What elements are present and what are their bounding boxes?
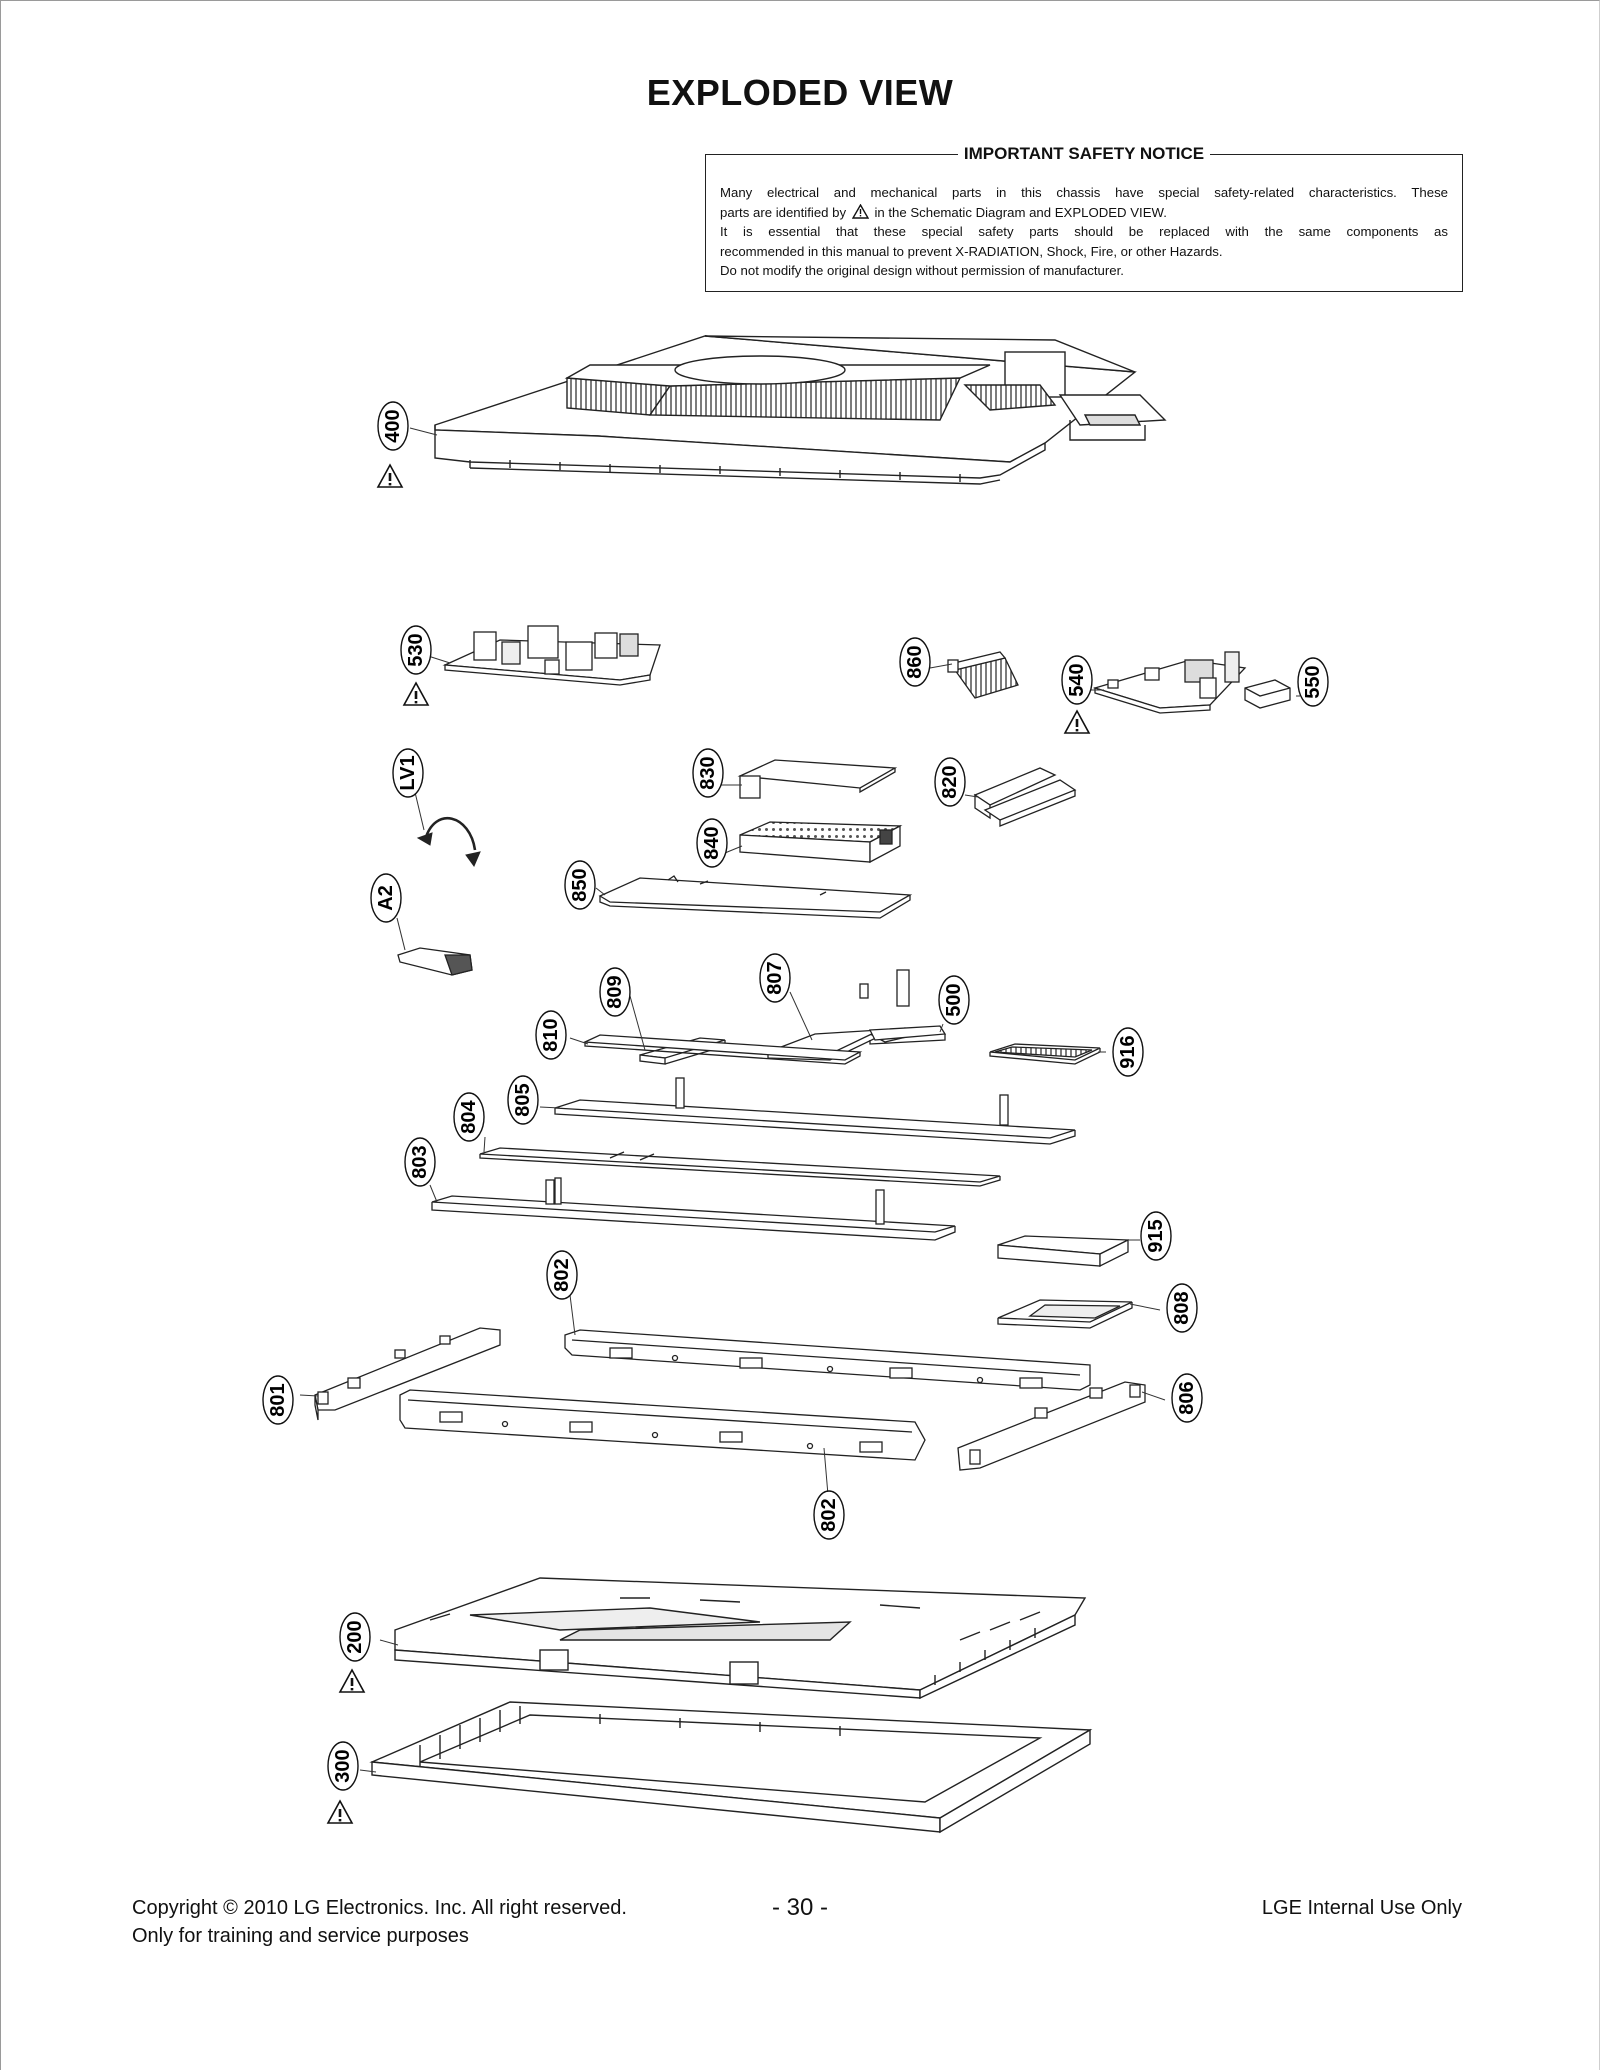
notice-line-2-end: in the Schematic Diagram and EXPLODED VIEW. <box>874 204 1167 220</box>
callout-809 <box>600 968 630 1016</box>
callout-809-label: 809 <box>604 975 626 1009</box>
page-title: EXPLODED VIEW <box>646 72 954 113</box>
callout-550-label: 550 <box>1302 665 1324 699</box>
callout-801-label: 801 <box>267 1383 289 1417</box>
callout-200 <box>340 1613 370 1661</box>
callout-830 <box>693 749 723 797</box>
part-803-rail <box>432 1178 955 1240</box>
footer-left <box>132 1894 627 1950</box>
part-802-upper-guide <box>565 1330 1090 1390</box>
callout-540 <box>1062 656 1092 704</box>
part-915-bracket <box>998 1236 1128 1266</box>
callout-820 <box>935 758 965 806</box>
notice-line-2-start: parts are identified by <box>720 204 847 220</box>
callout-806-label: 806 <box>1176 1381 1198 1415</box>
callout-807-label: 807 <box>764 961 786 995</box>
warning-triangle-icon <box>1065 711 1089 733</box>
callout-804 <box>454 1093 484 1141</box>
part-805-rail <box>555 1078 1075 1144</box>
callout-916 <box>1113 1028 1143 1076</box>
callout-915-label: 915 <box>1145 1219 1167 1253</box>
callout-850 <box>565 861 595 909</box>
part-860-shield <box>948 652 1018 698</box>
callout-803 <box>405 1138 435 1186</box>
callout-840 <box>697 819 727 867</box>
callout-820-label: 820 <box>939 765 961 799</box>
callout-807 <box>760 954 790 1002</box>
part-300-front-bezel <box>372 1702 1090 1832</box>
safety-notice-heading: IMPORTANT SAFETY NOTICE <box>706 143 1462 165</box>
callout-lv1-label: LV1 <box>397 755 419 791</box>
part-550-module <box>1245 680 1290 708</box>
callout-860-label: 860 <box>904 645 926 679</box>
part-500-bracket <box>870 970 945 1044</box>
callout-806 <box>1172 1374 1202 1422</box>
notice-line-5: Do not modify the original design without permission of manufacturer. <box>720 263 1124 279</box>
callout-550 <box>1298 658 1328 706</box>
callout-530 <box>401 626 431 674</box>
callout-916-label: 916 <box>1117 1035 1139 1069</box>
part-830-cover <box>740 760 895 798</box>
part-lv1-cable <box>418 818 480 866</box>
warning-triangle-icon <box>404 683 428 705</box>
callout-803-label: 803 <box>409 1145 431 1179</box>
part-808-plate <box>998 1300 1132 1328</box>
callout-530-label: 530 <box>405 633 427 667</box>
callout-500 <box>939 976 969 1024</box>
callout-860 <box>900 638 930 686</box>
callout-810 <box>536 1011 566 1059</box>
page-number: - 30 - <box>771 1894 828 1921</box>
callout-801 <box>263 1376 293 1424</box>
internal-use-text: LGE Internal Use Only <box>1261 1897 1462 1919</box>
warning-triangle-icon <box>328 1801 352 1823</box>
callout-802-upper-label: 802 <box>551 1258 573 1292</box>
callout-804-label: 804 <box>458 1100 480 1134</box>
notice-line-3: It is essential that these special safety parts should be replaced with the same components as <box>720 224 1448 240</box>
callout-810-label: 810 <box>540 1018 562 1052</box>
part-840-perforated-cover <box>740 822 900 862</box>
callout-808 <box>1167 1284 1197 1332</box>
callout-915 <box>1141 1212 1171 1260</box>
part-530-power-board <box>445 626 660 685</box>
leader-lines <box>300 428 1300 1772</box>
copyright-text: Copyright © 2010 LG Electronics. Inc. All right reserved. <box>132 1897 627 1919</box>
callout-300-label: 300 <box>332 1749 354 1783</box>
notice-line-1: Many electrical and mechanical parts in this chassis have special safety-related characteristics. These <box>720 185 1448 200</box>
callout-850-label: 850 <box>569 868 591 902</box>
callout-802-lower-label: 802 <box>818 1498 840 1532</box>
callout-a2-label: A2 <box>375 885 397 911</box>
notice-line-4: recommended in this manual to prevent X-RADIATION, Shock, Fire, or other Hazards. <box>720 243 1223 259</box>
part-806-side-bracket <box>958 1382 1145 1470</box>
callout-805 <box>508 1076 538 1124</box>
callout-805-label: 805 <box>512 1083 534 1117</box>
callout-802-lower <box>814 1491 844 1539</box>
callout-808-label: 808 <box>1171 1291 1193 1325</box>
callout-540-label: 540 <box>1066 663 1088 697</box>
part-820-bracket <box>975 768 1075 826</box>
part-850-plate <box>600 876 910 918</box>
warning-triangle-icon <box>340 1670 364 1692</box>
callout-a2 <box>371 874 401 922</box>
callout-lv1 <box>393 749 423 797</box>
part-540-main-board <box>1095 652 1245 713</box>
callout-400-label: 400 <box>382 409 404 443</box>
part-400-back-cover <box>435 336 1165 484</box>
callout-500-label: 500 <box>943 983 965 1017</box>
part-a2-bracket <box>398 948 472 975</box>
callout-300 <box>328 1742 358 1790</box>
part-802-lower-guide <box>400 1390 925 1460</box>
part-200-main-chassis <box>395 1578 1085 1698</box>
callout-840-label: 840 <box>701 826 723 860</box>
callout-830-label: 830 <box>697 756 719 790</box>
callout-802-upper <box>547 1251 577 1299</box>
purpose-text: Only for training and service purposes <box>132 1925 469 1947</box>
callout-400 <box>378 402 408 450</box>
callout-200-label: 200 <box>344 1620 366 1654</box>
warning-triangle-icon <box>378 465 402 487</box>
part-916-board <box>990 1044 1100 1064</box>
